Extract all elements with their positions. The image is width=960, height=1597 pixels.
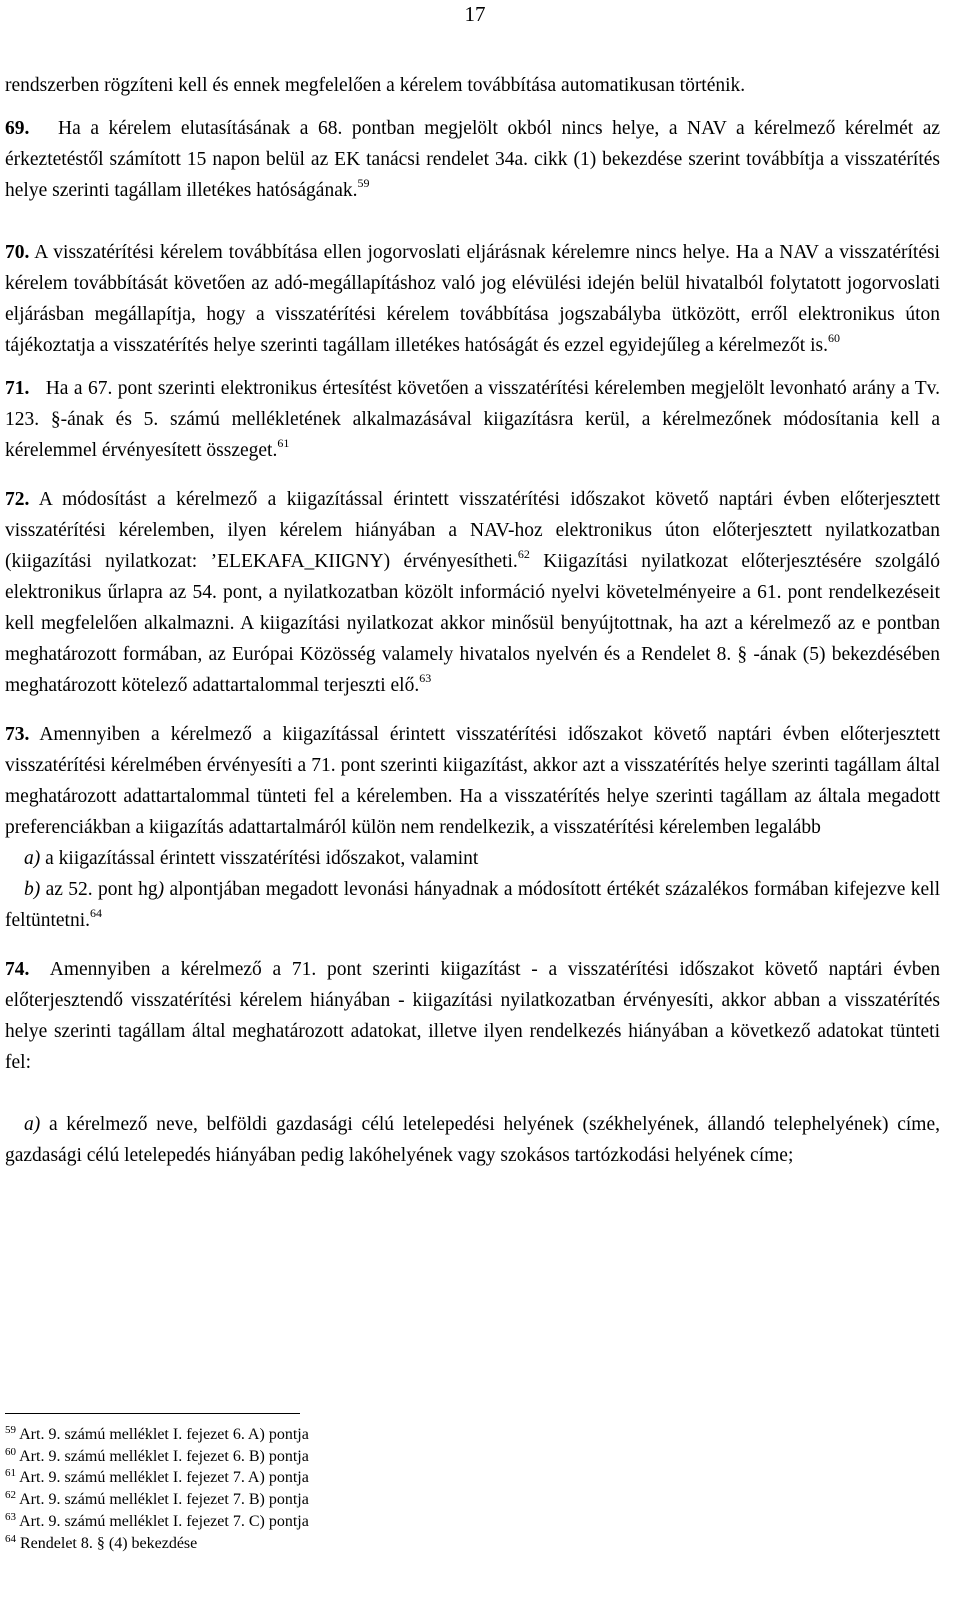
- footnote-number: 64: [5, 1532, 16, 1545]
- paragraph-number: 71.: [5, 378, 30, 399]
- footnote-number: 59: [5, 1424, 16, 1436]
- paragraph-text: Amennyiben a kérelmező a kiigazítással érintett visszatérítési időszakot követő naptári évben előterjesztett visszatérítési kérelmében érvényesíti a 71. pont szerinti kiigazítást, akkor azt a visszatérítés helye szerinti tagállam által meghatározott adattartalommal tünteti fel a kérelemben. Ha a visszatérítés helye szerinti tagállam az általa megadott preferenciákban a kiigazítás adattartalmáról külön nem rendelkezik, a visszatérítési kérelemben legalább: [5, 724, 940, 838]
- footnote-62: [5, 1489, 705, 1511]
- paragraph-69: [5, 113, 940, 206]
- item-label: a): [24, 848, 41, 869]
- footnote-text: Art. 9. számú melléklet I. fejezet 6. A) pontja: [19, 1426, 309, 1443]
- list-item-b: [5, 874, 940, 936]
- intro-text: rendszerben rögzíteni kell és ennek megfelelően a kérelem továbbítása automatikusan történik.: [5, 75, 746, 96]
- paragraph-number: 73.: [5, 724, 30, 745]
- paragraph-text: Kiigazítási nyilatkozat előterjesztésére szolgáló elektronikus űrlapra az 54. pont, a nyilatkozatban közölt információ nyelvi követelményeire a 61. pont rendelkezéseit kell megfelelően alkalmazni. A kiigazítási nyilatkozat akkor minősül benyújtottnak, ha azt a kérelmező az e pontban meghatározott formában, az Európai Közösség valamely hivatalos nyelvén és a Rendelet 8. § -ának (5) bekezdésében meghatározott kötelező adattartalommal terjeszti elő.: [5, 551, 941, 696]
- footnote-number: 62: [5, 1489, 16, 1502]
- paragraph-number: 74.: [5, 959, 30, 980]
- item-text: a kérelmező neve, belföldi gazdasági célú letelepedési helyének (székhelyének, állandó telephelyének) címe, gazdasági célú letelepedés hiányában pedig lakóhelyének vagy szokásos tartózkodási helyének címe;: [5, 1114, 940, 1166]
- footnote-text: Art. 9. számú melléklet I. fejezet 7. B) pontja: [19, 1491, 309, 1509]
- footnote-text: Art. 9. számú melléklet I. fejezet 6. B) pontja: [19, 1447, 309, 1465]
- paragraph-70: [5, 237, 940, 361]
- paragraph-text: A visszatérítési kérelem továbbítása ellen jogorvoslati eljárásnak kérelemre nincs helye. Ha a NAV a visszatérítési kérelem továbbítását követően az adó-megállapításhoz való jog elévülési idején belül hivatalból folytatott jogorvoslati eljárásban megállapítja, hogy a visszatérítési kérelem továbbítása jogszabályba ütközött, erről elektronikus úton tájékoztatja a visszatérítés helye szerinti tagállam illetékes hatóságát és ezzel egyidejűleg a kérelmezőt is.: [5, 242, 940, 356]
- footnote-number: 60: [5, 1445, 16, 1458]
- intro-paragraph: [5, 70, 940, 101]
- footnote-ref[interactable]: 63: [419, 671, 432, 685]
- paragraph-text: A módosítást a kérelmező a kiigazítással érintett visszatérítési időszakot követő naptári évben előterjesztett visszatérítési kérelemben, ilyen kérelem hiányában a NAV-hoz elektronikus úton előterjesztett nyilatkozatban (kiigazítási nyilatkozat: ’ELEKAFA_KIIGNY) érvényesítheti.: [5, 489, 940, 572]
- footnote-63: [5, 1511, 705, 1533]
- document-body: [5, 70, 940, 1171]
- item-paren: ): [157, 879, 165, 900]
- footnote-ref[interactable]: 60: [827, 331, 840, 345]
- footnote-64: [5, 1533, 705, 1555]
- paragraph-71: [5, 373, 940, 466]
- footnote-ref[interactable]: 64: [90, 906, 103, 920]
- item-text: az 52. pont hg: [45, 879, 158, 900]
- footnotes: [5, 1424, 705, 1554]
- footnote-61: [5, 1467, 705, 1489]
- paragraph-text: Ha a 67. pont szerinti elektronikus értesítést követően a visszatérítési kérelemben megjelölt levonható arány a Tv. 123. §-ának és 5. számú mellékletének alkalmazásával kiigazításra kerül, a kérelmezőnek módosítania kell a kérelemmel érvényesített összeget.: [5, 378, 940, 461]
- paragraph-text: Amennyiben a kérelmező a 71. pont szerinti kiigazítást - a visszatérítési időszakot követő naptári évben előterjesztendő visszatérítési kérelem hiányában - kiigazítási nyilatkozatban érvényesíti, akkor abban a visszatérítés helye szerinti tagállam által meghatározott adatokat, illetve ilyen rendelkezés hiányában a következő adatokat tünteti fel:: [5, 959, 940, 1073]
- paragraph-number: 69.: [5, 118, 30, 139]
- footnote-60: [5, 1446, 705, 1468]
- footnote-number: 63: [5, 1510, 16, 1523]
- footnote-number: 61: [5, 1467, 16, 1480]
- paragraph-number: 72.: [5, 489, 30, 510]
- page-number: 17: [464, 2, 486, 26]
- paragraph-74: [5, 954, 940, 1078]
- paragraph-72: [5, 484, 940, 701]
- item-text: a kiigazítással érintett visszatérítési időszakot, valamint: [45, 848, 479, 869]
- item-label: b): [24, 879, 41, 900]
- footnote-59: [5, 1424, 705, 1446]
- item-label: a): [24, 1114, 41, 1135]
- footnote-text: Rendelet 8. § (4) bekezdése: [20, 1534, 198, 1552]
- list-item-a: [5, 843, 940, 874]
- footnote-ref[interactable]: 61: [277, 436, 290, 450]
- paragraph-number: 70.: [5, 242, 30, 263]
- paragraph-text: Ha a kérelem elutasításának a 68. pontban megjelölt okból nincs helye, a NAV a kérelmező kérelmét az érkeztetéstől számított 15 napon belül az EK tanácsi rendelet 34a. cikk (1) bekezdése szerint továbbítja a visszatérítés helye szerinti tagállam illetékes hatóságának.: [5, 118, 941, 201]
- paragraph-73: [5, 719, 940, 843]
- footnote-text: Art. 9. számú melléklet I. fejezet 7. A) pontja: [19, 1469, 309, 1487]
- list-item-a: [5, 1109, 940, 1171]
- item-text: alpontjában megadott levonási hányadnak a módosított értékét százalékos formában kifejezve kell feltüntetni.: [5, 879, 941, 931]
- footnote-ref[interactable]: 59: [357, 176, 370, 190]
- footnote-text: Art. 9. számú melléklet I. fejezet 7. C) pontja: [19, 1512, 309, 1530]
- footnote-separator: [5, 1413, 300, 1414]
- footnote-ref[interactable]: 62: [517, 547, 530, 561]
